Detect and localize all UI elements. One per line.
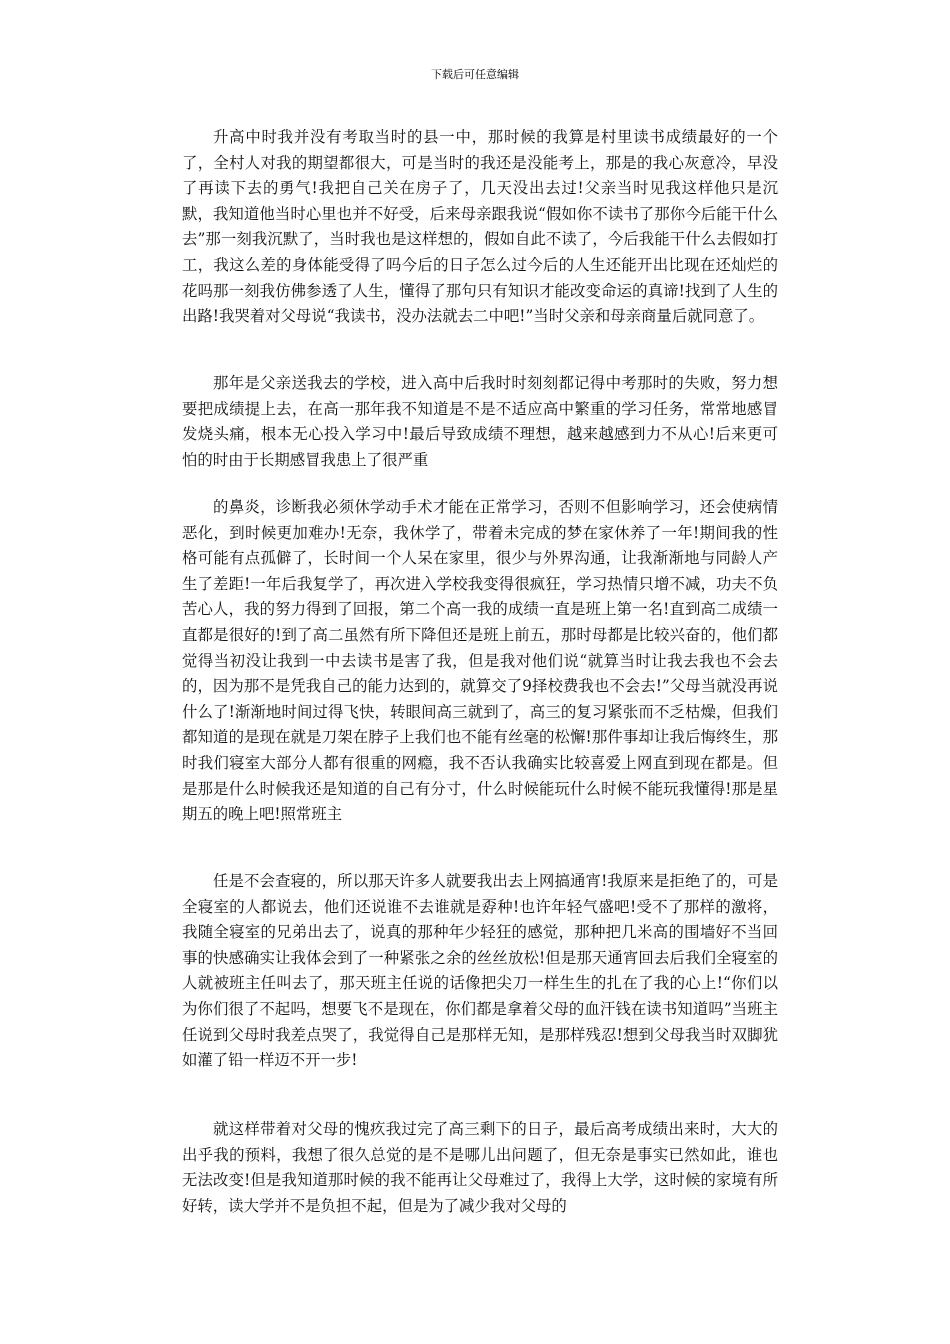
paragraph-5: 就这样带着对父母的愧疚我过完了高三剩下的日子，最后高考成绩出来时，大大的出乎我的预料，我想了很久总觉的是不是哪儿出问题了，但无奈是事实已然如此，谁也无法改变!但是我知道那时候的我不能再让父母难过了，我得上大学，这时候的家境有所好转，读大学并不是负担不起，但是为了减少我对父母的 xyxy=(182,1120,778,1215)
paragraph-3: 的鼻炎，诊断我必须休学动手术才能在正常学习，否则不但影响学习，还会使病情恶化，到时候更加难办!无奈，我休学了，带着未完成的梦在家休养了一年!期间我的性格可能有点孤僻了，长时间一个人呆在家里，很少与外界沟通，让我渐渐地与同龄人产生了差距!一年后我复学了，再次进入学校我变得很疯狂，学习热情只增不减，功夫不负苦心人，我的努力得到了回报，第二个高一我的成绩一直是班上第一名!直到高二成绩一直都是很好的!到了高二虽然有所下降但还是班上前五，那时母都是比较兴奋的，他们都觉得当初没让我到一中去读书是害了我，但是我对他们说“就算当时让我去我也不会去的，因为那不是凭我自己的能力达到的，就算交了9择校费我也不会去!”父母当就没再说什么了!渐渐地时间过得飞快，转眼间高三就到了，高三的复习紧张而不乏枯燥，但我们都知道的是现在就是刀架在脖子上我们也不能有丝毫的松懈!那件事却让我后悔终生，那时我们寝室大部分人都有很重的网瘾，我不否认我确实比较喜爱上网直到现在都是。但是那是什么时候我还是知道的自己有分寸，什么时候能玩什么时候不能玩我懂得!那是星期五的晚上吧!照常班主 xyxy=(182,498,778,824)
download-note: 下载后可任意编辑 xyxy=(431,68,519,81)
paragraph-4: 任是不会查寝的，所以那天许多人就要我出去上网搞通宵!我原来是拒绝了的，可是全寝室的人都说去，他们还说谁不去谁就是孬种!也许年轻气盛吧!受不了那样的激将，我随全寝室的兄弟出去了，说真的那种年少轻狂的感觉，那种把几米高的围墙好不当回事的快感确实让我体会到了一种紧张之余的丝丝放松!但是那天通宵回去后我们全寝室的人就被班主任叫去了，那天班主任说的话像把尖刀一样生生的扎在了我的心上!“你们以为你们很了不起吗，想要飞不是现在，你们都是拿着父母的血汗钱在读书知道吗”当班主任说到父母时我差点哭了，我觉得自己是那样无知，是那样残忍!想到父母我当时双脚犹如灌了铅一样迈不开一步! xyxy=(182,872,778,1070)
paragraph-2: 那年是父亲送我去的学校，进入高中后我时时刻刻都记得中考那时的失败，努力想要把成绩提上去，在高一那年我不知道是不是不适应高中繁重的学习任务，常常地感冒发烧头痛，根本无心投入学习中!最后导致成绩不理想，越来越感到力不从心!后来更可怕的时由于长期感冒我患上了很严重 xyxy=(182,374,778,469)
paragraph-1: 升高中时我并没有考取当时的县一中，那时候的我算是村里读书成绩最好的一个了，全村人对我的期望都很大，可是当时的我还是没能考上，那是的我心灰意冷，早没了再读下去的勇气!我把自己关在房子了，几天没出去过!父亲当时见我这样他只是沉默，我知道他当时心里也并不好受，后来母亲跟我说“假如你不读书了那你今后能干什么去”那一刻我沉默了，当时我也是这样想的，假如自此不读了，今后我能干什么去假如打工，我这么差的身体能受得了吗今后的日子怎么过今后的人生还能开出比现在还灿烂的花吗那一刻我仿佛参透了人生，懂得了那句只有知识才能改变命运的真谛!找到了人生的出路!我哭着对父母说“我读书，没办法就去二中吧!”当时父亲和母亲商量后就同意了。 xyxy=(182,128,778,326)
